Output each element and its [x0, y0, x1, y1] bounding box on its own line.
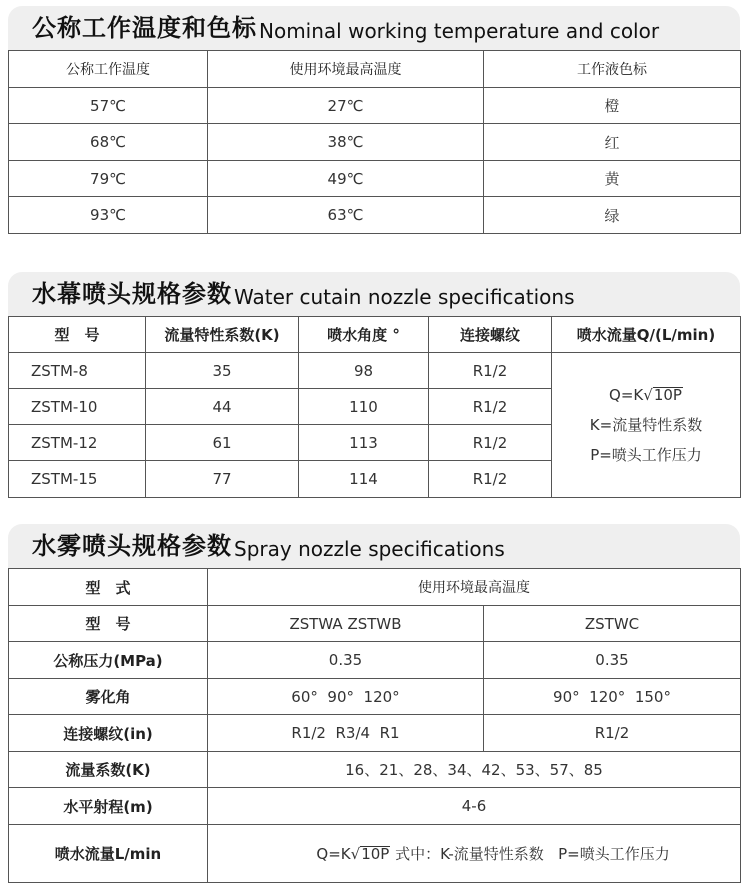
section-title-en: Spray nozzle specifications	[234, 537, 505, 561]
row-label: 流量系数(K)	[9, 752, 208, 788]
table-cell: 98	[299, 353, 429, 389]
row-label: 型 号	[9, 606, 208, 642]
column-header: 喷水角度 °	[299, 317, 429, 353]
temperature-color-panel	[8, 6, 740, 234]
table-cell: 黄	[484, 161, 741, 197]
column-header: 型 号	[9, 317, 146, 353]
pressure-row	[9, 642, 741, 679]
water-curtain-panel	[8, 272, 740, 498]
section-title-en: Nominal working temperature and color	[259, 19, 660, 43]
flow-formula-cell	[552, 353, 741, 498]
column-header: 使用环境最高温度	[208, 51, 484, 88]
table-cell: 113	[299, 425, 429, 461]
range-row	[9, 788, 741, 825]
formula-prefix: Q=K	[316, 845, 351, 863]
table-cell: 63℃	[208, 197, 484, 234]
section-title	[8, 524, 740, 568]
model-cell: ZSTM-15	[9, 461, 146, 498]
column-header: 喷水流量Q/(L/min)	[552, 317, 741, 353]
table-cell: 60° 90° 120°	[208, 679, 484, 715]
table-cell: 77	[146, 461, 299, 498]
table-cell: 49℃	[208, 161, 484, 197]
table-cell: 90° 120° 150°	[484, 679, 741, 715]
table-cell: ZSTWA ZSTWB	[208, 606, 484, 642]
table-cell: R1/2	[429, 389, 552, 425]
row-label: 雾化角	[9, 679, 208, 715]
table-cell: 93℃	[9, 197, 208, 234]
sqrt-sign: √	[643, 386, 653, 404]
table-cell: 114	[299, 461, 429, 498]
k-definition: K=流量特性系数	[589, 416, 703, 434]
table-cell: 0.35	[208, 642, 484, 679]
section-title-en: Water cutain nozzle specifications	[234, 285, 575, 309]
section-title	[8, 272, 740, 316]
temperature-color-table	[8, 50, 741, 234]
spray-nozzle-panel	[8, 524, 740, 883]
column-header: 工作液色标	[484, 51, 741, 88]
table-row	[9, 197, 741, 234]
table-cell: 57℃	[9, 88, 208, 124]
angle-row	[9, 679, 741, 715]
row-label: 公称压力(MPa)	[9, 642, 208, 679]
table-cell: 红	[484, 124, 741, 161]
table-header-row	[9, 51, 741, 88]
model-cell: ZSTM-12	[9, 425, 146, 461]
formula-prefix: Q=K	[609, 386, 644, 404]
column-header: 公称工作温度	[9, 51, 208, 88]
row-label: 水平射程(m)	[9, 788, 208, 825]
model-row	[9, 606, 741, 642]
table-cell: 61	[146, 425, 299, 461]
table-cell: 4-6	[208, 788, 741, 825]
table-cell: R1/2	[429, 353, 552, 389]
table-cell: 绿	[484, 197, 741, 234]
table-row	[9, 353, 741, 389]
table-cell: R1/2 R3/4 R1	[208, 715, 484, 752]
table-cell: 使用环境最高温度	[208, 569, 741, 606]
flow-formula	[552, 380, 740, 410]
table-row	[9, 161, 741, 197]
row-label: 连接螺纹(in)	[9, 715, 208, 752]
type-row	[9, 569, 741, 606]
spray-nozzle-table	[8, 568, 741, 883]
formula-radicand: 10P	[361, 845, 390, 863]
formula-radicand: 10P	[653, 386, 682, 404]
column-header: 连接螺纹	[429, 317, 552, 353]
table-header-row	[9, 317, 741, 353]
section-title-cn: 水幕喷头规格参数	[32, 280, 232, 308]
table-cell: 38℃	[208, 124, 484, 161]
section-title-cn: 公称工作温度和色标	[32, 14, 257, 42]
row-label: 喷水流量L/min	[9, 825, 208, 883]
table-cell: R1/2	[429, 425, 552, 461]
water-curtain-table	[8, 316, 741, 498]
table-cell: 橙	[484, 88, 741, 124]
table-row	[9, 124, 741, 161]
table-cell: R1/2	[484, 715, 741, 752]
table-cell: 110	[299, 389, 429, 425]
table-cell: 68℃	[9, 124, 208, 161]
table-cell: 27℃	[208, 88, 484, 124]
table-cell: 44	[146, 389, 299, 425]
table-cell: R1/2	[429, 461, 552, 498]
table-cell: 16、21、28、34、42、53、57、85	[208, 752, 741, 788]
flow-coefficient-row	[9, 752, 741, 788]
p-definition: P=喷头工作压力	[590, 446, 702, 464]
model-cell: ZSTM-10	[9, 389, 146, 425]
table-cell: 79℃	[9, 161, 208, 197]
table-cell: 35	[146, 353, 299, 389]
thread-row	[9, 715, 741, 752]
section-title	[8, 6, 740, 50]
flow-row	[9, 825, 741, 883]
formula-suffix: 式中：K-流量特性系数 P=喷头工作压力	[390, 845, 670, 863]
flow-formula-cell	[208, 825, 741, 883]
sqrt-sign: √	[350, 845, 361, 863]
section-title-cn: 水雾喷头规格参数	[32, 532, 232, 560]
table-cell: ZSTWC	[484, 606, 741, 642]
model-cell: ZSTM-8	[9, 353, 146, 389]
table-row	[9, 88, 741, 124]
column-header: 流量特性系数(K)	[146, 317, 299, 353]
table-cell: 0.35	[484, 642, 741, 679]
row-label: 型 式	[9, 569, 208, 606]
